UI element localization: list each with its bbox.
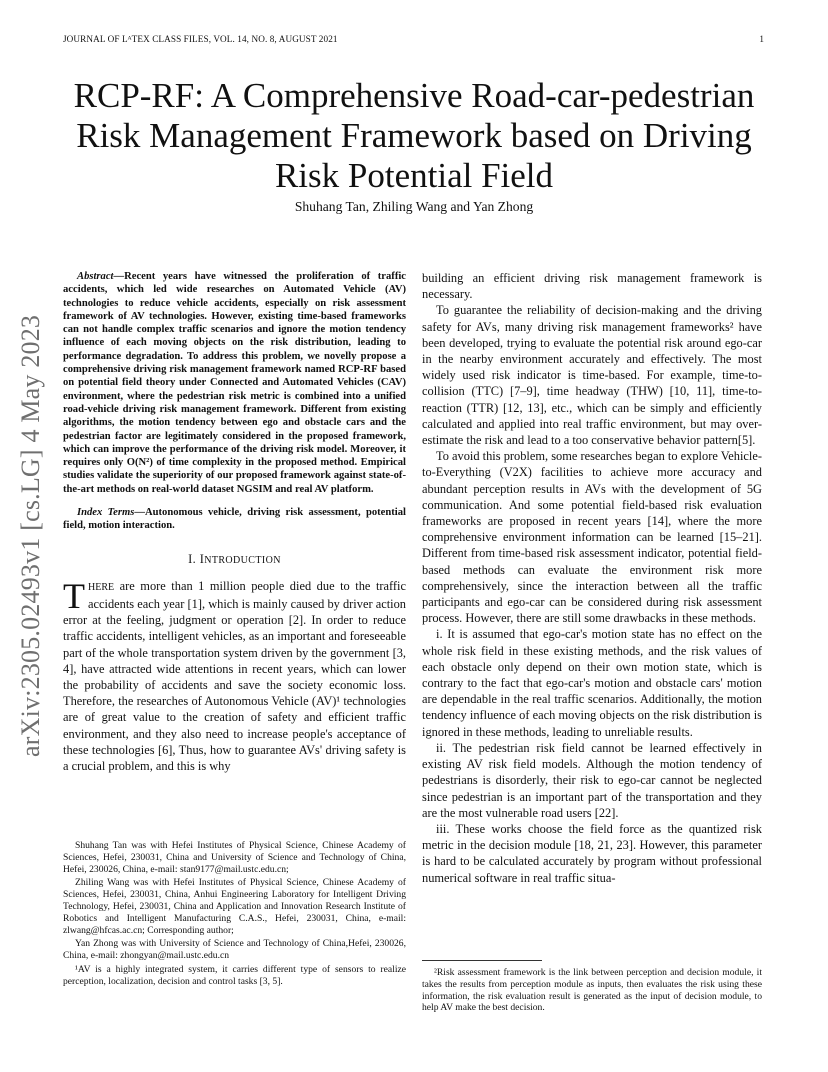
footnote-2: ²Risk assessment framework is the link between perception and decision module, it takes the results from perception module as inputs, then evaluates the risk using these information, the risk evaluation result is generated as the input of decision module, to help AV make the best decision. — [422, 967, 762, 1014]
page-number: 1 — [759, 34, 764, 44]
running-header: JOURNAL OF LᴬTEX CLASS FILES, VOL. 14, NO. 8, AUGUST 2021 — [63, 34, 338, 44]
abstract — [63, 270, 406, 496]
arxiv-stamp-text: arXiv:2305.02493v1 [cs.LG] 4 May 2023 — [16, 314, 45, 757]
footnotes-right — [422, 960, 762, 1014]
abstract-text: —Recent years have witnessed the proliferation of traffic accidents, which led wide researches on Automated Vehicle (AV) technologies to reduce vehicle accidents, especially on risk assessment framework of AV technologies. However, existing time-based frameworks can not handle complex traffic scenarios and ignore the motion tendency influence of each moving objects on the risk distribution, leading to performance degradation. To address this problem, we novelly propose a comprehensive driving risk management framework named RCP-RF based on potential field theory under Connected and Automated Vehicles (CAV) environment, where the pedestrian risk metric is combined into a unified road-vehicle driving risk management framework. Different from existing algorithms, the motion tendency between ego and obstacle cars and the pedestrian factor are legitimately considered in the proposed framework, which can improve the performance of the driving risk model. Moreover, it requires only O(N²) of time complexity in the proposed method. Empirical studies validate the superiority of our proposed framework against state-of-the-art methods on real-world dataset NGSIM and real AV platform. — [63, 271, 406, 495]
footnote-author-3: Yan Zhong was with University of Science and Technology of China,Hefei, 230026, China, e-mail: zhongyan@mail.ustc.edu.cn — [63, 938, 406, 962]
footnote-separator — [422, 960, 542, 961]
paragraph-drawback-ii: ii. The pedestrian risk field cannot be learned effectively in existing AV risk field models. Although the motion tendency of pedestrians is disorderly, their risk to ego-car cannot be neglected since pedestrian is an important part of the transportation and they are the most vulnerable road users [22]. — [422, 740, 762, 820]
paragraph-continuation: building an efficient driving risk management framework is necessary. — [422, 271, 762, 302]
paragraph-v2x: To avoid this problem, some researches began to explore Vehicle-to-Everything (V2X) facilities to achieve more accuracy and abundant perception results in AVs with the development of 5G communication. And some potential field-based risk evaluation frameworks are proposed in recent years [14], where the more comprehensive environment information can be learned [15–21]. Different from time-based risk assessment indicator, potential field-based methods can evaluate the environment risk more comprehensively, since the interaction between all the traffic participants and ego-car can be considered during risk assessment process. However, there are still some drawbacks in these methods. — [422, 449, 762, 626]
paper-title: RCP-RF: A Comprehensive Road-car-pedestrian Risk Management Framework based on Driving Risk Potential Field — [73, 76, 755, 195]
intro-paragraph — [63, 575, 406, 774]
author-list: Shuhang Tan, Zhiling Wang and Yan Zhong — [294, 199, 534, 214]
intro-text: are more than 1 million people died due to the traffic accidents each year [1], which is mainly caused by driver action error at the feeling, judgment or operation [2]. In order to reduce traffic accidents, intelligent vehicles, as an important and foreseeable part of the whole transportation system driven by the government [3, 4], have attracted wide attentions in recent years, which can lower the probability of accidents and save the society economic loss. Therefore, the researches of Autonomous Vehicle (AV)¹ technologies are of great value to the creation of safety and efficient traffic environment, and they also need to increase people's acceptance of these technologies [6], Thus, how to guarantee AVs' driving safety is a crucial problem, and this is why — [63, 578, 406, 774]
left-column — [63, 270, 406, 774]
section-first-letter: I — [199, 551, 205, 566]
index-terms-text: —Autonomous vehicle, driving risk assessment, potential field, motion interaction. — [63, 507, 406, 532]
footnote-1: ¹AV is a highly integrated system, it carries different type of sensors to realize perception, localization, decision and control tasks [3, 5]. — [63, 963, 406, 987]
footnote-author-1: Shuhang Tan was with Hefei Institutes of Physical Science, Chinese Academy of Sciences, Hefei, 230031, China and University of Science and Technology of China, Hefei, 230026, China, e-mail: stan9177@mail.ustc.edu.cn; — [63, 840, 406, 875]
paragraph-frameworks: To guarantee the reliability of decision-making and the driving safety for AVs, many driving risk management frameworks² have been developed, trying to evaluate the potential risk around ego-car in the nearby environment accurately and effectively. The most widely used risk indicator is time-based. For example, time-to-collision (TTC) [7–9], time headway (THW) [10, 11], time-to-reaction (TTR) [12, 13], etc., which can be simply and efficiently calculated and applied into real traffic environment, but may over-estimate the risk and lead to a too conservative behavior pattern[5]. — [422, 303, 762, 448]
paragraph-drawback-i: i. It is assumed that ego-car's motion state has no effect on the whole risk field in these existing methods, and the risk values of each obstacle only depend on their own motion state, which is contrary to the fact that ego-car's motion and obstacle cars' motion are dependable in the real traffic scenarios. Additionally, the motion tendency influence of each moving objects on the risk distribution is ignored in these methods, leading to unreliable results. — [422, 627, 762, 739]
intro-capword: HERE — [88, 581, 115, 593]
index-terms — [63, 506, 406, 533]
abstract-label: Abstract — [77, 271, 114, 282]
drop-cap: T — [63, 575, 85, 616]
section-heading-introduction — [63, 551, 406, 569]
paragraph-drawback-iii: iii. These works choose the field force as the quantized risk metric in the decision module [18, 21, 23]. However, this parameter is hard to be calculated accurately by program without professional numerical software in real traffic situa- — [422, 821, 762, 885]
section-rest: NTRODUCTION — [204, 554, 281, 566]
footnote-author-2: Zhiling Wang was with Hefei Institutes of Physical Science, Chinese Academy of Sciences, Hefei, 230031, China, Anhui Engineering Laboratory for Intelligent Driving Technology, Hefei, 230031, China and Application and Innovation Research Institute of Robotics and Intelligent Manufacturing C.A.S., Hefei, 230031, China, e-mail: zlwang@hfcas.ac.cn; Corresponding author; — [63, 877, 406, 936]
section-numeral: I. — [188, 551, 200, 566]
arxiv-stamp — [12, 275, 52, 770]
right-column — [422, 270, 762, 886]
footnotes-left — [63, 840, 406, 990]
index-terms-label: Index Terms — [77, 507, 135, 519]
